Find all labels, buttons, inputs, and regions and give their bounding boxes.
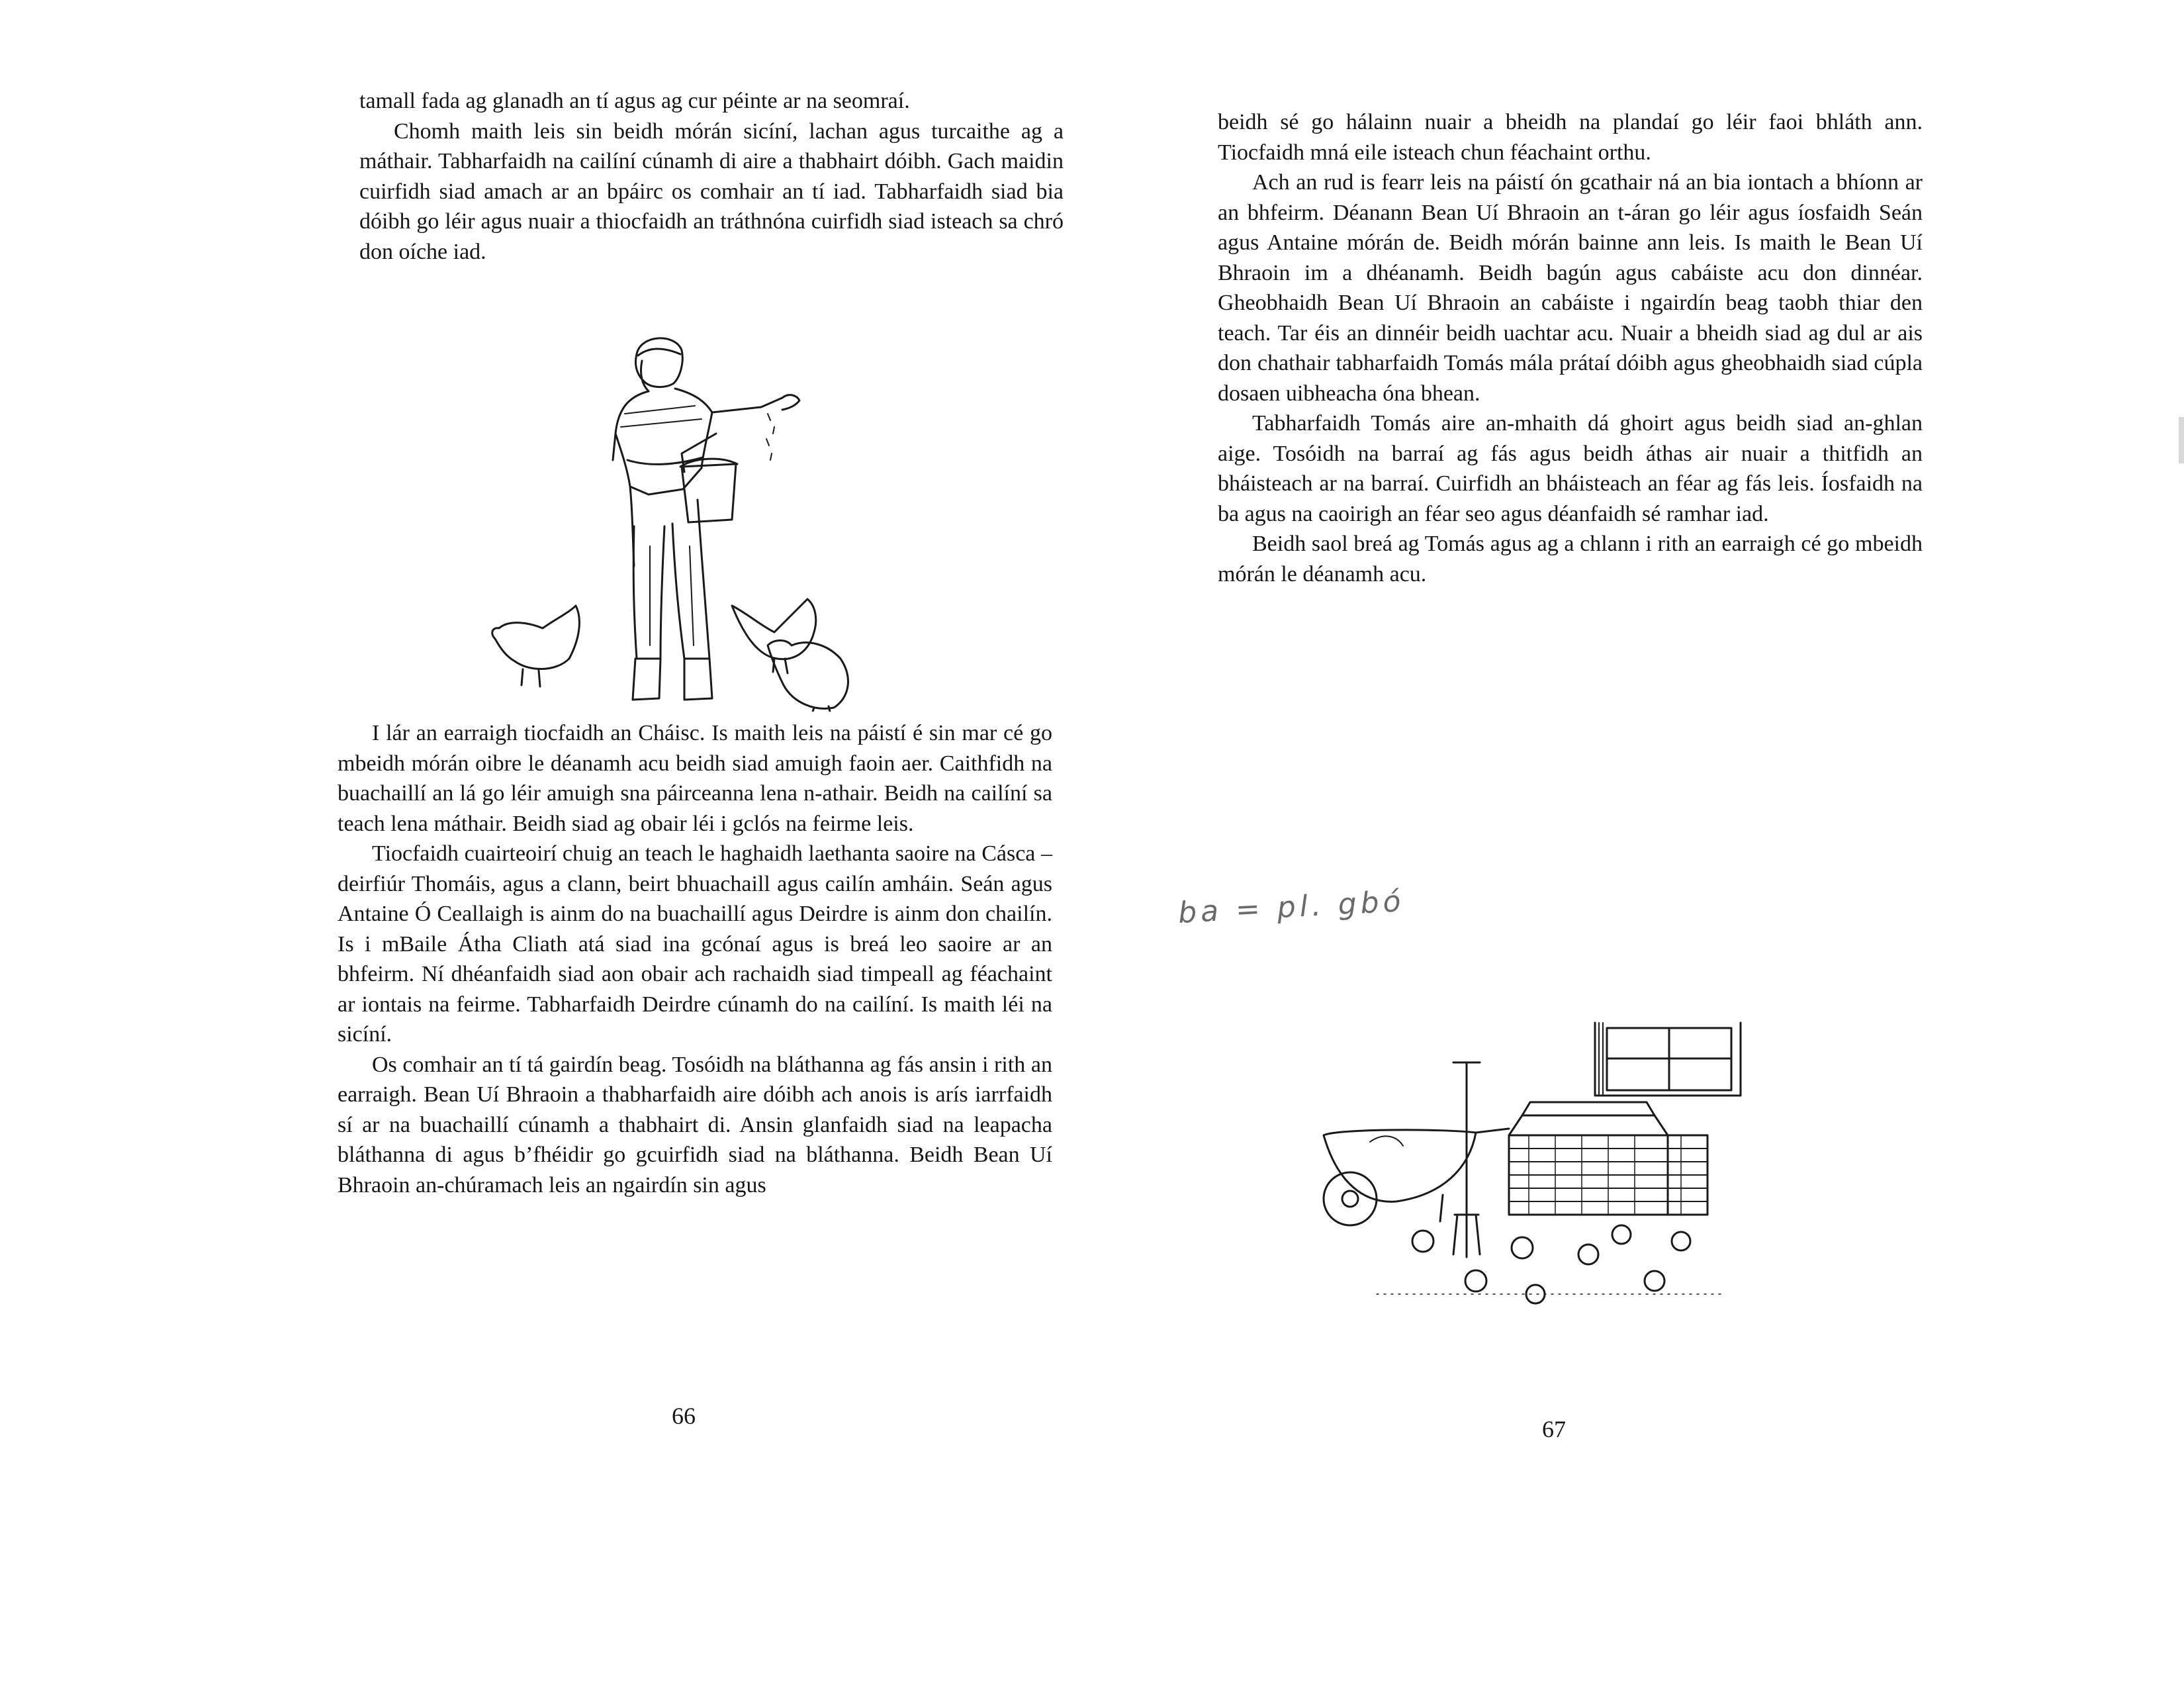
paragraph: Tabharfaidh Tomás aire an-mhaith dá ghoirt agus beidh siad an-ghlan aige. Tosóidh na barraí ag fás agus beidh áthas air nuair a thitfidh an bháisteach ar na barraí. Cuirfidh an bháisteach an féar ag fás leis. Íosfaidh na ba agus na caoirigh an féar seo agus déanfaidh sé ramhar iad. [1218, 411, 1923, 526]
paragraph: beidh sé go hálainn nuair a bheidh na plandaí go léir faoi bhláth ann. Tiocfaidh mná eile isteach chun féachaint orthu. [1218, 110, 1923, 165]
paragraph: tamall fada ag glanadh an tí agus ag cur péinte ar na seomraí. [359, 89, 910, 113]
paragraph: Beidh saol breá ag Tomás agus ag a chlann i rith an earraigh cé go mbeidh mórán le déanamh acu. [1218, 532, 1923, 586]
right-page-text [1218, 107, 1923, 589]
paragraph: Os comhair an tí tá gairdín beag. Tosóidh na bláthanna ag fás ansin i rith an earraigh. Bean Uí Bhraoin a thabharfaidh aire dóibh ach anois is arís iarrfaidh sí ar na buachaillí cúnamh a thabhairt di. Ansin glanfaidh siad na leapacha bláthanna di agus b’fhéidir go gcuirfidh siad na bláthanna. Beidh Bean Uí Bhraoin an-chúramach leis an ngairdín sin agus [338, 1052, 1052, 1197]
page-number-right: 67 [1542, 1416, 1566, 1442]
paragraph: Chomh maith leis sin beidh mórán sicíní, lachan agus turcaithe ag a máthair. Tabharfaidh na cailíní cúnamh di aire a thabhairt dóibh. Gach maidin cuirfidh siad amach ar an bpáirc os comhair an tí iad. Tabharfaidh siad bia dóibh go léir agus nuair a thiocfaidh an tráthnóna cuirfidh siad isteach sa chró don oíche iad. [359, 118, 1064, 264]
edge-mark [2179, 417, 2184, 463]
page-number-left: 66 [672, 1403, 696, 1429]
handwritten-note: ba = pl. gbó [1177, 884, 1406, 930]
paragraph: Tiocfaidh cuairteoirí chuig an teach le haghaidh laethanta saoire na Cásca – deirfiúr Thomáis, agus a clann, beirt bhuachaill agus cailín amháin. Seán agus Antaine Ó Ceallaigh is ainm do na buachaillí agus Deirdre is ainm don chailín. Is i mBaile Átha Cliath atá siad ina gcónaí agus is breá leo saoire ar an bhfeirm. Ní dhéanfaidh siad aon obair ach rachaidh siad timpeall ag féachaint ar iontais na feirme. Tabharfaidh Deirdre cúnamh do na cailíní. Is maith léi na sicíní. [338, 841, 1052, 1047]
paragraph: I lár an earraigh tiocfaidh an Cháisc. Is maith leis na páistí é sin mar cé go mbeidh mórán oibre le déanamh acu beidh siad amuigh faoin aer. Caithfidh na buachaillí an lá go léir amuigh sna páirceanna lena n-athair. Beidh na cailíní sa teach lena máthair. Beidh siad ag obair léi i gclós na feirme leis. [338, 721, 1052, 836]
left-page-bottom-text [338, 718, 1052, 1200]
illustration-girl-feeding-hens [483, 328, 854, 712]
left-page-top-text [359, 86, 1064, 267]
illustration-wheelbarrow-garden [1310, 1016, 1760, 1321]
right-page [1092, 0, 2184, 1688]
paragraph: Ach an rud is fearr leis na páistí ón gcathair ná an bia iontach a bhíonn ar an bhfeirm. Déanann Bean Uí Bhraoin an t-áran go léir agus íosfaidh Seán agus Antaine mórán de. Beidh mórán bainne ann leis. Is maith le Bean Uí Bhraoin im a dhéanamh. Beidh bagún agus cabáiste acu don dinnéar. Gheobhaidh Bean Uí Bhraoin an cabáiste i ngairdín beag taobh thiar den teach. Tar éis an dinnéir beidh uachtar acu. Nuair a bheidh siad ag dul ar ais don chathair tabharfaidh Tomás mála prátaí dóibh agus gheobhaidh siad cúpla dosaen uibheacha óna bhean. [1218, 170, 1923, 406]
